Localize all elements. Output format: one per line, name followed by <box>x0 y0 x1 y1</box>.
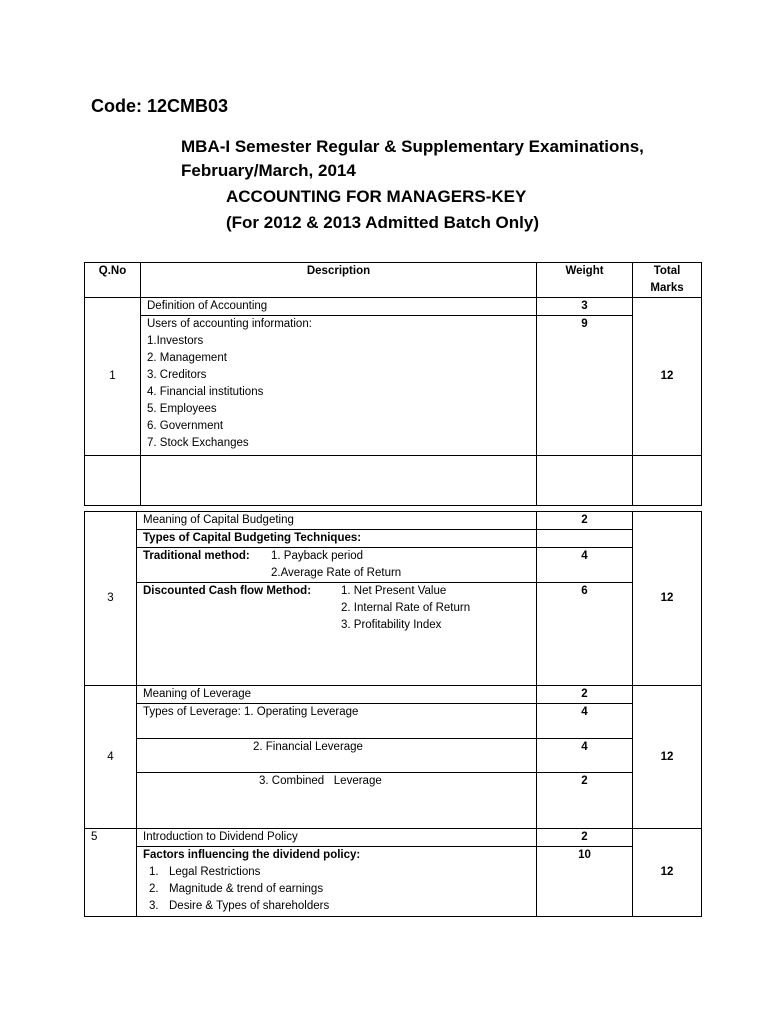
traditional-method-label: Traditional method: <box>143 550 250 562</box>
header-weight: Weight <box>537 263 633 298</box>
description-cell: Meaning of Capital Budgeting <box>137 512 537 530</box>
weight-cell: 2 <box>537 686 633 704</box>
description-cell: Introduction to Dividend Policy <box>137 829 537 847</box>
total-marks-cell: 12 <box>633 512 702 686</box>
subject-title: ACCOUNTING FOR MANAGERS-KEY <box>226 187 527 206</box>
table-row <box>85 548 702 583</box>
list-item: 4. Financial institutions <box>147 386 264 398</box>
empty-cell <box>141 456 537 506</box>
description-cell <box>137 548 537 583</box>
table-row <box>85 829 702 847</box>
list-item: 1. Legal Restrictions <box>149 866 261 878</box>
empty-cell <box>537 456 633 506</box>
header-qno: Q.No <box>85 263 141 298</box>
users-title: Users of accounting information: <box>147 318 312 330</box>
empty-cell <box>85 456 141 506</box>
table-row <box>85 316 702 456</box>
header-description: Description <box>141 263 537 298</box>
list-item: 6. Government <box>147 420 224 432</box>
description-cell <box>141 316 537 456</box>
weight-cell: 9 <box>537 316 633 456</box>
description-cell <box>137 583 537 686</box>
list-item: 1. Net Present Value <box>341 585 447 597</box>
weight-cell: 4 <box>537 548 633 583</box>
qno-cell: 5 <box>85 829 137 917</box>
total-marks-cell: 12 <box>633 298 702 456</box>
description-cell: Meaning of Leverage <box>137 686 537 704</box>
list-item: 2. Internal Rate of Return <box>341 602 471 614</box>
weight-cell: 2 <box>537 773 633 829</box>
weight-cell: 3 <box>537 298 633 316</box>
table-row <box>85 583 702 686</box>
table-row <box>85 456 702 506</box>
dcf-method-label: Discounted Cash flow Method: <box>143 585 312 597</box>
empty-cell <box>633 456 702 506</box>
document-code: Code: 12CMB03 <box>91 96 229 116</box>
list-item: 2.Average Rate of Return <box>271 567 402 579</box>
description-cell: 3. Combined Leverage <box>137 773 537 829</box>
header-total-marks: Total Marks <box>633 263 702 298</box>
list-item: 5. Employees <box>147 403 217 415</box>
exam-title-line1: MBA-I Semester Regular & Supplementary Examinations, <box>181 137 644 156</box>
weight-cell: 2 <box>537 512 633 530</box>
table-row <box>85 704 702 739</box>
table-header-row <box>85 263 702 298</box>
description-cell: Types of Capital Budgeting Techniques: <box>137 530 537 548</box>
description-cell <box>137 847 537 917</box>
list-item: 3. Desire & Types of shareholders <box>149 900 330 912</box>
weight-cell: 10 <box>537 847 633 917</box>
qno-cell: 1 <box>85 298 141 456</box>
total-marks-cell: 12 <box>633 829 702 917</box>
table-row <box>85 298 702 316</box>
answer-key-table-2 <box>84 511 702 917</box>
weight-cell: 6 <box>537 583 633 686</box>
total-marks-cell: 12 <box>633 686 702 829</box>
list-item: 1.Investors <box>147 335 204 347</box>
qno-cell: 3 <box>85 512 137 686</box>
exam-title-line2: February/March, 2014 <box>181 161 356 180</box>
weight-cell: 2 <box>537 829 633 847</box>
factors-title: Factors influencing the dividend policy: <box>143 849 361 861</box>
list-item: 2. Magnitude & trend of earnings <box>149 883 324 895</box>
table-row <box>85 739 702 773</box>
description-cell: Types of Leverage: 1. Operating Leverage <box>137 704 537 739</box>
answer-key-table-1 <box>84 262 702 506</box>
qno-cell: 4 <box>85 686 137 829</box>
list-item: 1. Payback period <box>271 550 364 562</box>
weight-cell: 4 <box>537 739 633 773</box>
list-item: 3. Profitability Index <box>341 619 442 631</box>
weight-cell: 4 <box>537 704 633 739</box>
batch-note: (For 2012 & 2013 Admitted Batch Only) <box>226 213 540 232</box>
list-item: 7. Stock Exchanges <box>147 437 249 449</box>
list-item: 3. Creditors <box>147 369 207 381</box>
description-cell: 2. Financial Leverage <box>137 739 537 773</box>
weight-cell <box>537 530 633 548</box>
description-cell: Definition of Accounting <box>141 298 537 316</box>
table-row <box>85 530 702 548</box>
list-item: 2. Management <box>147 352 227 364</box>
table-row <box>85 847 702 917</box>
table-row <box>85 686 702 704</box>
table-row <box>85 773 702 829</box>
table-row <box>85 512 702 530</box>
